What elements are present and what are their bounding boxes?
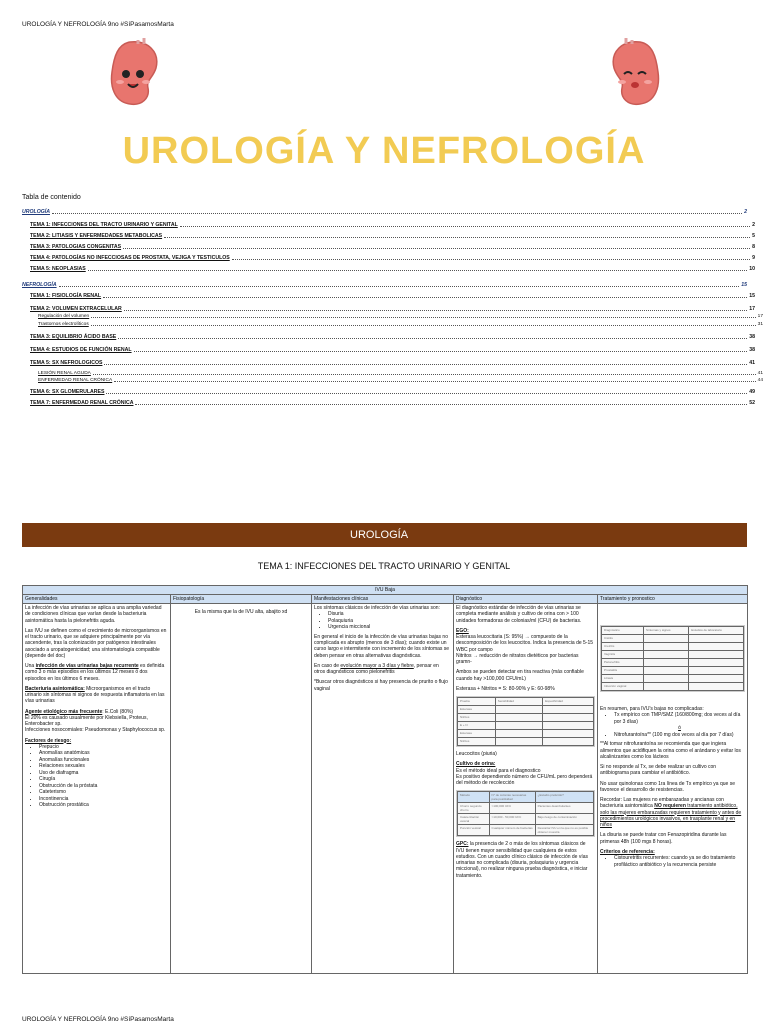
culture-mini-table [456, 790, 595, 837]
risk-item: • Obstrucción prostática [39, 802, 168, 809]
mini-table-cell [689, 635, 744, 643]
risk-item: • Prepucio [39, 744, 168, 751]
page-header-text: UROLOGÍA Y NEFROLOGÍA 9no #SíPasamosMarta [22, 21, 174, 28]
cultivo-title: Cultivo de orina: [456, 761, 496, 768]
trat-paragraph: En resumen, para IVU's bajas no complicadas: [600, 706, 704, 712]
gen-paragraph: Una infección de vías urinarias bajas recurrente es definida como 3 o más episodios en los últimos 12 meses ó dos episodios en los últimos 6 meses. [25, 663, 165, 682]
toc-entry-page: 9 [752, 255, 755, 261]
diag-paragraph: Leucocitos (piuria) [456, 751, 497, 757]
risk-item: • Incontinencia [39, 796, 168, 803]
toc-entry-page: 10 [749, 266, 755, 272]
toc-entry[interactable] [22, 321, 763, 328]
trat-paragraph: **Al tomar nitrofurantoína se recomienda que que ingiera alimentos que acidifiquen la orina como el arándano y evitar los alcalinizantes como los lácteos [600, 741, 741, 760]
toc-entry-label: TEMA 5: NEOPLASIAS [30, 266, 86, 272]
mini-table-cell [543, 706, 594, 714]
toc-leader-dots [91, 325, 756, 326]
gen-paragraph: Agente etiológico más frecuente: E.Coli (80%) [25, 708, 134, 715]
toc-entry-page: 2 [744, 209, 747, 215]
toc-entry[interactable] [22, 360, 755, 367]
section-banner: UROLOGÍA [22, 523, 747, 547]
mini-table-cell: Prostatitis [602, 667, 644, 675]
mini-table-cell [643, 675, 688, 683]
mini-table-cell: Cateterización vesical [458, 814, 490, 825]
mini-table-cell [543, 730, 594, 738]
mini-table-cell [495, 738, 542, 746]
toc-entry[interactable] [22, 209, 747, 216]
mini-table-cell [543, 714, 594, 722]
mini-table-cell: E + N [458, 722, 496, 730]
mini-table-cell [643, 683, 688, 691]
toc-entry[interactable] [22, 389, 755, 396]
kidney-mascot-right-icon [598, 38, 670, 108]
risk-item: • Anomalías funcionales [39, 757, 168, 764]
manif-item: • Polaquiuria [328, 618, 451, 625]
gpc-paragraph: GPC: la presencia de 2 o más de los síntomas clásicos de IVU tienen mayor sensibilidad que cualquiera de estos estudios. Con un cuadro clínico clásico de infección de vías urinarias no complicada (disuria, polaquiuria y urgencia miccional), no realizar ninguna prueba diagnóstica, e iniciar tratamiento. [456, 841, 589, 879]
diff-dx-mini-table [600, 625, 745, 692]
mini-table-cell [643, 659, 688, 667]
mini-table-header: Estudios de laboratorio [689, 627, 744, 635]
toc-entry-label: Trastornos electrolíticos [38, 322, 89, 327]
crit-title: Criterios de referencia: [600, 848, 655, 855]
table-caption: IVU Baja [23, 586, 748, 595]
toc-entry-page: 38 [749, 347, 755, 353]
mini-table-cell [643, 643, 688, 651]
mini-table-cell: Nitritos [458, 714, 496, 722]
mini-table-cell [643, 667, 688, 675]
toc-entry-label: LESIÓN RENAL AGUDA [38, 371, 91, 376]
toc-entry[interactable] [22, 222, 755, 229]
risk-item: • Obstrucción de la próstata [39, 783, 168, 790]
risk-item: • Anomalías anatómicas [39, 750, 168, 757]
gen-paragraph: Bacteriuria asintomática: Microorganismos en el tracto urinario sin síntomas ni signos de respuesta inflamatoria en las vías urinarias [25, 685, 165, 705]
mini-table-header: ¿Estudio preferido? [535, 792, 593, 803]
toc-entry-label: TEMA 4: ESTUDIOS DE FUNCIÓN RENAL [30, 347, 132, 353]
risk-item: • Relaciones sexuales [39, 763, 168, 770]
cell-manifestaciones [312, 604, 454, 974]
gen-paragraph: El 20% es causado usualmente por Klebsiella, Proteus, Enterobacter sp. [25, 714, 148, 727]
toc-entry-label: TEMA 5: SX NEFROLOGICOS [30, 360, 103, 366]
mini-table-header: Diagnóstico [602, 627, 644, 635]
toc-entry[interactable] [22, 244, 755, 251]
crit-item: • Cistouretritis recurrentes: cuando ya se dio tratamiento profiláctico antibiótico y la recurrencia persiste [614, 855, 745, 868]
mini-table-cell [689, 659, 744, 667]
diag-paragraph: Esterasa leucocitaria (S: 95%) → compuesto de la descomposición de los leucocitos. Indica la presencia de 5-15 WBC por campo [456, 634, 594, 653]
ivu-baja-table [22, 585, 748, 974]
mini-table-cell: Esterasa [458, 706, 496, 714]
ego-title: EGO: [456, 627, 469, 634]
mini-table-cell: Nitritos [458, 738, 496, 746]
mini-table-cell [689, 683, 744, 691]
toc-entry-page: 17 [757, 314, 763, 319]
toc-entry-page: 38 [749, 334, 755, 340]
toc-entry[interactable] [22, 293, 755, 300]
toc-entry[interactable] [22, 334, 755, 341]
toc-entry-label: ENFERMEDAD RENAL CRÓNICA [38, 378, 113, 383]
toc-entry-label: Regulación del volumen [38, 314, 90, 319]
diag-paragraph: Ambos se pueden detectar en tira reactiva (más confiable cuando hay >100,000 CFU/mL) [456, 669, 584, 682]
mini-table-cell: Uretritis [602, 643, 644, 651]
toc-leader-dots [93, 374, 756, 375]
mini-table-header: Prueba [458, 698, 496, 706]
mini-table-cell: Pielonefritis [602, 659, 644, 667]
toc-leader-dots [91, 317, 755, 318]
toc-entry-page: 41 [757, 371, 763, 376]
trat-item: • Nitrofurantoína** (100 mg dos veces al día por 7 días) [614, 732, 745, 739]
toc-leader-dots [164, 237, 750, 238]
toc-entry[interactable] [22, 255, 755, 262]
toc-entry-label: TEMA 7: ENFERMEDAD RENAL CRÓNICA [30, 400, 134, 406]
mini-table-cell [495, 730, 542, 738]
trat-paragraph: Recordar: Las mujeres no embarazadas y ancianas con bacteriuria asintomática NO requieren tratamiento antibiótico, solo las mujeres embarazadas requieren tratamiento y antes de procedimientos urológicos invasivos, en trasplante renal y en niños [600, 797, 742, 828]
mini-table-cell [643, 651, 688, 659]
sensitivity-mini-table [456, 696, 595, 747]
col-header-tratamiento: Tratamiento y pronostico [598, 595, 748, 604]
toc-entry-page: 31 [757, 322, 763, 327]
toc-entry[interactable] [22, 370, 763, 377]
diag-paragraph: Es positivo dependiendo número de CFU/mL pero dependerá del método de recolección [456, 773, 593, 786]
trat-list [600, 712, 745, 738]
mini-table-header: Método [458, 792, 490, 803]
toc-entry-page: 5 [752, 233, 755, 239]
manif-list [314, 611, 451, 631]
mini-table-cell: >100,000 UFC [489, 803, 535, 814]
toc-entry[interactable] [22, 266, 755, 273]
toc-leader-dots [134, 351, 748, 352]
toc-entry[interactable] [22, 306, 755, 313]
risk-item: • Cirugía [39, 776, 168, 783]
toc-leader-dots [52, 213, 742, 214]
risk-title: Factores de riesgo: [25, 737, 72, 744]
risk-list [25, 744, 168, 809]
cell-fisiopatologia [171, 604, 312, 974]
mini-table-cell: Descartar IVU en la que no es posible obtener muestra [535, 825, 593, 836]
mini-table-cell: >10,000 - 50,000 UFC [489, 814, 535, 825]
toc-entry-label: UROLOGÍA [22, 209, 50, 215]
diag-paragraph: Esterasa + Nitritos = S: 80-90% y E: 60-98% [456, 685, 555, 692]
toc-entry[interactable] [22, 347, 755, 354]
mini-table-header: Sensibilidad [495, 698, 542, 706]
mini-table-cell [543, 722, 594, 730]
gen-paragraph: Infecciones nosocomiales: Pseudomonas y Staphylococcus sp. [25, 727, 166, 734]
main-title: UROLOGÍA Y NEFROLOGÍA [122, 130, 646, 172]
toc-entry-label: TEMA 4: PATOLOGÍAS NO INFECCIOSAS DE PROSTATA, VEJIGA Y TESTICULOS [30, 255, 230, 261]
toc-entry[interactable] [22, 313, 763, 320]
toc-entry[interactable] [22, 282, 747, 289]
fisio-text: Es la misma que la de IVU alta, abajito xd [194, 609, 288, 615]
toc-leader-dots [106, 393, 747, 394]
mini-table-cell [495, 722, 542, 730]
manif-item: • Disuria [328, 611, 451, 618]
mini-table-cell [689, 675, 744, 683]
toc-entry-page: 52 [749, 400, 755, 406]
mini-table-cell [643, 635, 688, 643]
toc-entry-label: TEMA 3: PATOLOGIAS CONGENITAS [30, 244, 122, 250]
col-header-fisiopatologia: Fisiopatología [171, 595, 312, 604]
mini-table-header: Especificidad [543, 698, 594, 706]
toc-entry-label: TEMA 2: LITIASIS Y ENFERMEDADES METABOLICAS [30, 233, 163, 239]
risk-item: • Cateterismo [39, 789, 168, 796]
manif-paragraph: En general el inicio de la infección de vías urinarias bajas no complicada es abrupto (menos de 3 días); cuando existe un curso largo e intermitente con incremento de los síntomas se deben pensar en otras alternativas diagnósticas. [314, 633, 450, 659]
toc-leader-dots [123, 248, 750, 249]
toc-leader-dots [180, 226, 750, 227]
toc-leader-dots [88, 270, 747, 271]
col-header-diagnostico: Diagnóstico [454, 595, 598, 604]
toc-entry-page: 44 [757, 378, 763, 383]
diag-paragraph: Nitritos → reducción de nitratos dietéticos por bacterias gramn- [456, 652, 579, 665]
col-header-generalidades: Generalidades [23, 595, 171, 604]
mini-table-cell: Cistitis [602, 635, 644, 643]
toc-leader-dots [114, 381, 755, 382]
tema-title: TEMA 1: INFECCIONES DEL TRACTO URINARIO Y GENITAL [257, 561, 511, 571]
toc-entry[interactable] [22, 233, 755, 240]
toc-leader-dots [59, 286, 740, 287]
trat-paragraph: Si no responde al Tx, se debe realizar un cultivo con antibiograma para cambiar el antibiótico. [600, 764, 717, 777]
mini-table-cell: Vaginitis [602, 651, 644, 659]
risk-item: • Uso de diafragma [39, 770, 168, 777]
toc-entry-page: 8 [752, 244, 755, 250]
toc-entry-label: TEMA 1: FISIOLOGÍA RENAL [30, 293, 102, 299]
mini-table-cell: Litiasis [602, 675, 644, 683]
mini-table-cell [495, 706, 542, 714]
toc-entry-page: 17 [749, 306, 755, 312]
toc-title: Tabla de contenido [22, 194, 81, 201]
toc-leader-dots [124, 310, 747, 311]
mini-table-cell: Pacientes deambulantes [535, 803, 593, 814]
mini-table-cell [495, 714, 542, 722]
toc-leader-dots [135, 404, 747, 405]
toc-leader-dots [104, 364, 747, 365]
mini-table-cell: Infección vaginal [602, 683, 644, 691]
manif-item: • Urgencia miccional [328, 624, 451, 631]
toc-entry-page: 15 [741, 282, 747, 288]
toc-entry-page: 2 [752, 222, 755, 228]
trat-item: • Tx empírico con TMP/SMZ (160/800mg; dos veces al día por 3 días) [614, 712, 745, 725]
cell-tratamiento [598, 604, 748, 974]
toc-leader-dots [118, 338, 747, 339]
col-header-manifestaciones: Manifestaciones clínicas [312, 595, 454, 604]
mini-table-header: N° de colonias necesarias para positividad [489, 792, 535, 803]
mini-table-cell: Esterasa [458, 730, 496, 738]
toc-entry-label: TEMA 1: INFECCIONES DEL TRACTO URINARIO Y GENITAL [30, 222, 178, 228]
cell-diagnostico [454, 604, 598, 974]
trat-or-marker: ó [678, 725, 681, 732]
toc-entry-label: TEMA 6: SX GLOMERULARES [30, 389, 105, 395]
kidney-mascot-left-icon [100, 38, 172, 108]
toc-leader-dots [103, 297, 747, 298]
manif-intro: Los síntomas clásicos de infección de vías urinarias son: [314, 605, 440, 611]
diag-paragraph: El diagnóstico estándar de infección de vías urinarias se completa mediante análisis y cultivo de orina con > 100 unidades formadoras de colonias/ml (CFU) de bacterias. [456, 605, 582, 624]
gen-paragraph: Las IVU se definen como el crecimiento de microorganismos en el tracto urinario, que se adquiere principalmente por vía ascendente, tras la colonización por patógenos intestinales asociado a uropatogenicidad; una síntomatología compatible (depende del doc) [25, 627, 167, 659]
toc-leader-dots [232, 259, 750, 260]
toc-entry-label: TEMA 3: EQUILIBRIO ÁCIDO BASE [30, 334, 117, 340]
toc-entry[interactable] [22, 400, 755, 407]
toc-entry-label: NEFROLOGÍA [22, 282, 57, 288]
mini-table-cell [689, 651, 744, 659]
diag-paragraph: Es el método ideal para el diagnostico [456, 767, 541, 774]
toc-entry-page: 49 [749, 389, 755, 395]
mini-table-cell: Cualquier número de bacterias [489, 825, 535, 836]
mini-table-cell: Punción vesical [458, 825, 490, 836]
trat-paragraph: No usar quinolonas como 1ra línea de Tx empírico ya que se favorece el desarrollo de resistencias. [600, 780, 735, 793]
page-footer-text: UROLOGÍA Y NEFROLOGÍA 9no #SíPasamosMarta [22, 1016, 174, 1023]
mini-table-cell [689, 643, 744, 651]
toc-entry-label: TEMA 2: VOLUMEN EXTRACELULAR [30, 306, 122, 312]
gen-paragraph: La infección de vías urinarias se aplica a una amplia variedad de condiciones clínicas que varían desde la bacteriuria asintomática hasta la pielonefritis aguda. [25, 605, 162, 624]
toc-entry-page: 15 [749, 293, 755, 299]
mini-table-cell: Bajo riesgo de contaminación [535, 814, 593, 825]
manif-paragraph: *Buscar otros diagnósticos si hay presencia de prurito o flujo vaginal [314, 679, 448, 692]
trat-paragraph: La disuria se puede tratar con Fenazopiridina durante las primeras 48h (100 mgs 8 horas). [600, 832, 727, 845]
toc-entry[interactable] [22, 377, 763, 384]
mini-table-cell [543, 738, 594, 746]
manif-paragraph: En caso de evolución mayor a 3 días y fiebre, pensar en otros diagnósticos como pielonefritis [314, 662, 439, 675]
mini-table-header: Síntomas y signos [643, 627, 688, 635]
mini-table-cell [689, 667, 744, 675]
mini-table-cell: Chorro segundo chorro [458, 803, 490, 814]
cell-generalidades [23, 604, 171, 974]
crit-list [600, 855, 745, 868]
toc-entry-page: 41 [749, 360, 755, 366]
